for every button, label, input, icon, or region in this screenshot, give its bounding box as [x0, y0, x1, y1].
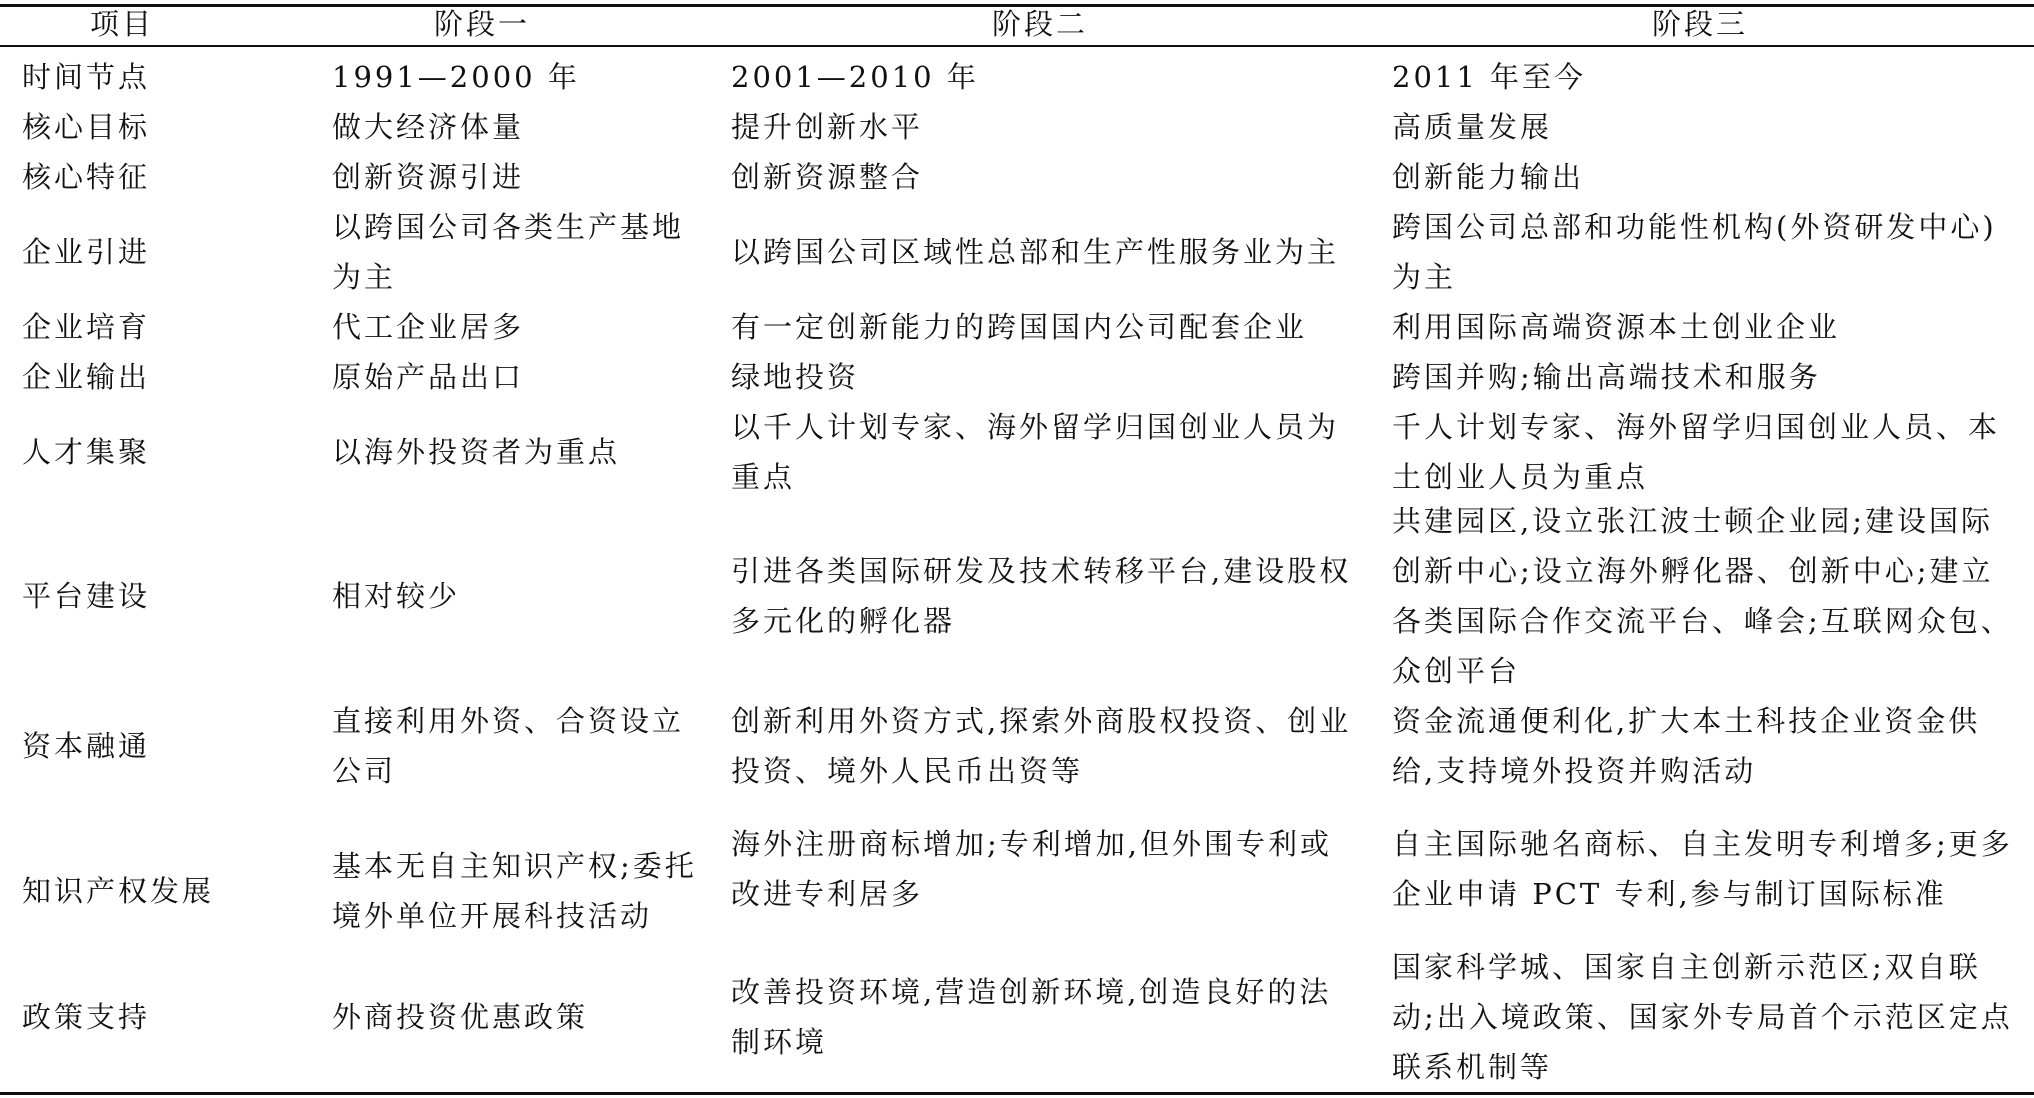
row-stage-1: 代工企业居多 [332, 310, 525, 344]
header-stage-1: 阶段一 [433, 7, 530, 41]
row-stage-2: 提升创新水平 [731, 110, 924, 144]
row-stage-1: 1991—2000 年 [332, 60, 580, 94]
header-rule [0, 45, 2034, 47]
row-stage-1: 原始产品出口 [332, 360, 525, 394]
row-stage-3: 共建园区,设立张江波士顿企业园;建设国际创新中心;设立海外孵化器、创新中心;建立各类国际合作交流平台、峰会;互联网众包、众创平台 [1392, 504, 2013, 688]
row-stage-2: 创新利用外资方式,探索外商股权投资、创业投资、境外人民币出资等 [731, 704, 1352, 788]
row-stage-1: 相对较少 [332, 579, 461, 613]
row-stage-1: 创新资源引进 [332, 160, 525, 194]
row-stage-3: 跨国并购;输出高端技术和服务 [1392, 360, 1821, 394]
row-stage-1: 基本无自主知识产权;委托境外单位开展科技活动 [332, 849, 697, 933]
row-item: 核心特征 [22, 160, 151, 194]
row-stage-2: 改善投资环境,营造创新环境,创造良好的法制环境 [731, 975, 1332, 1059]
row-item: 企业培育 [22, 310, 151, 344]
row-item: 时间节点 [22, 60, 151, 94]
row-item: 资本融通 [22, 729, 151, 763]
row-stage-2: 以千人计划专家、海外留学归国创业人员为重点 [731, 410, 1340, 494]
row-item: 企业输出 [22, 360, 151, 394]
row-stage-2: 以跨国公司区域性总部和生产性服务业为主 [731, 235, 1340, 269]
row-stage-2: 创新资源整合 [731, 160, 924, 194]
row-stage-1: 直接利用外资、合资设立公司 [332, 704, 685, 788]
row-stage-3: 千人计划专家、海外留学归国创业人员、本土创业人员为重点 [1392, 410, 2001, 494]
row-stage-1: 以跨国公司各类生产基地为主 [332, 210, 685, 294]
row-stage-2: 海外注册商标增加;专利增加,但外围专利或改进专利居多 [731, 827, 1332, 911]
row-item: 平台建设 [22, 579, 151, 613]
row-stage-3: 跨国公司总部和功能性机构(外资研发中心)为主 [1392, 210, 1997, 294]
row-stage-2: 有一定创新能力的跨国国内公司配套企业 [731, 310, 1308, 344]
row-stage-2: 引进各类国际研发及技术转移平台,建设股权多元化的孵化器 [731, 554, 1352, 638]
row-stage-2: 绿地投资 [731, 360, 860, 394]
row-stage-3: 高质量发展 [1392, 110, 1553, 144]
bottom-rule [0, 1092, 2034, 1095]
row-stage-1: 做大经济体量 [332, 110, 525, 144]
row-stage-3: 创新能力输出 [1392, 160, 1585, 194]
row-stage-1: 外商投资优惠政策 [332, 1000, 589, 1034]
row-item: 核心目标 [22, 110, 151, 144]
header-stage-3: 阶段三 [1651, 7, 1748, 41]
row-stage-3: 利用国际高端资源本土创业企业 [1392, 310, 1841, 344]
row-stage-3: 资金流通便利化,扩大本土科技企业资金供给,支持境外投资并购活动 [1392, 704, 1981, 788]
row-item: 人才集聚 [22, 435, 151, 469]
row-stage-3: 自主国际驰名商标、自主发明专利增多;更多企业申请 PCT 专利,参与制订国际标准 [1392, 827, 2013, 911]
row-stage-3: 2011 年至今 [1392, 60, 1587, 94]
header-stage-2: 阶段二 [991, 7, 1088, 41]
row-stage-2: 2001—2010 年 [731, 60, 979, 94]
row-item: 企业引进 [22, 235, 151, 269]
row-item: 知识产权发展 [22, 874, 215, 908]
header-item: 项目 [90, 7, 155, 41]
row-stage-3: 国家科学城、国家自主创新示范区;双自联动;出入境政策、国家外专局首个示范区定点联系机制等 [1392, 950, 2013, 1084]
row-item: 政策支持 [22, 1000, 151, 1034]
row-stage-1: 以海外投资者为重点 [332, 435, 621, 469]
